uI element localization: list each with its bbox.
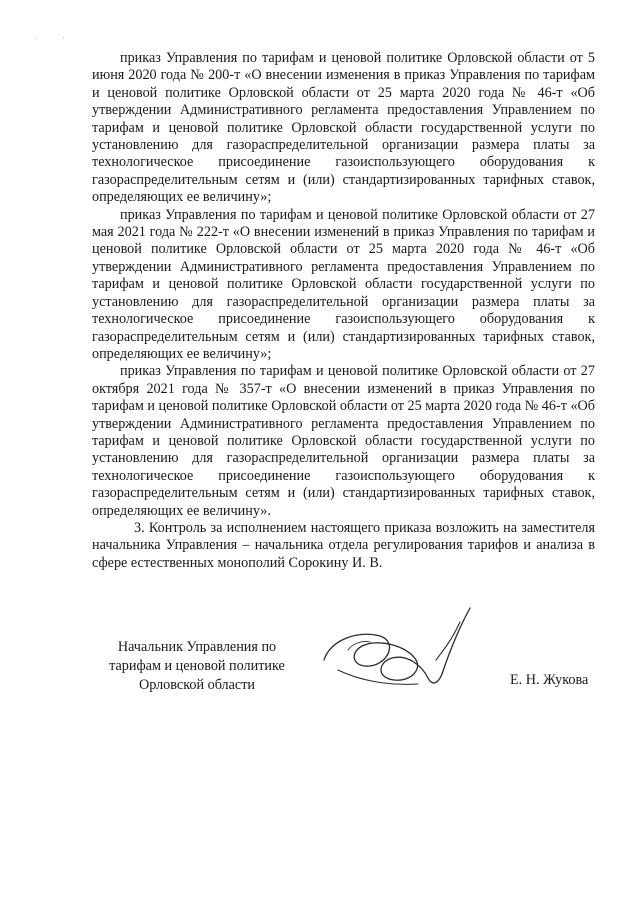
paragraph-order-222t: приказ Управления по тарифам и ценовой политике Орловской области от 27 мая 2021 года № 222-т «О внесении изменений в приказ Управления по тарифам и ценовой политике Орловской области от 25 марта 2020 года № 46-т «Об утверждении Административного регламента предоставления Управлением по тарифам и ценовой политике Орловской области государственной услуги по установлению для газораспределительной организации размера платы за технологическое присоединение газоиспользующего оборудования к газораспределительным сетям и (или) стандартизированных тарифных ставок, определяющих ее величину»; — [92, 206, 595, 362]
position-line: Орловской области — [138, 677, 256, 693]
position-line: Начальник Управления по — [117, 639, 277, 655]
position-line: тарифам и ценовой политике — [109, 658, 285, 674]
handwritten-signature — [318, 600, 488, 695]
paragraph-control-clause: 3. Контроль за исполнением настоящего приказа возложить на заместителя начальника Управления – начальника отдела регулирования тарифов и анализа в сфере естественных монополий Сорокину И. В. — [92, 519, 595, 571]
scan-mark: · — [34, 34, 37, 43]
signer-position — [92, 638, 302, 695]
document-body — [92, 50, 595, 572]
signer-name: Е. Н. Жукова — [510, 672, 589, 688]
paragraph-order-357t: приказ Управления по тарифам и ценовой политике Орловской области от 27 октября 2021 года № 357-т «О внесении изменений в приказ Управления по тарифам и ценовой политике Орловской области от 25 марта 2020 года № 46-т «Об утверждении Административного регламента предоставления Управлением по тарифам и ценовой политике Орловской области государственной услуги по установлению для газораспределительной организации размера платы за технологическое присоединение газоиспользующего оборудования к газораспределительным сетям и (или) стандартизированных тарифных ставок, определяющих ее величину». — [92, 363, 596, 519]
scan-mark: · — [62, 34, 65, 43]
paragraph-order-200t: приказ Управления по тарифам и ценовой политике Орловской области от 5 июня 2020 года № 200-т «О внесении изменения в приказ Управления по тарифам и ценовой политике Орловской области от 25 марта 2020 года № 46-т «Об утверждении Административного регламента предоставления Управлением по тарифам и ценовой политике Орловской области государственной услуги по установлению для газораспределительной организации размера платы за технологическое присоединение газоиспользующего оборудования к газораспределительным сетям и (или) стандартизированных тарифных ставок, определяющих ее величину»; — [92, 50, 595, 206]
